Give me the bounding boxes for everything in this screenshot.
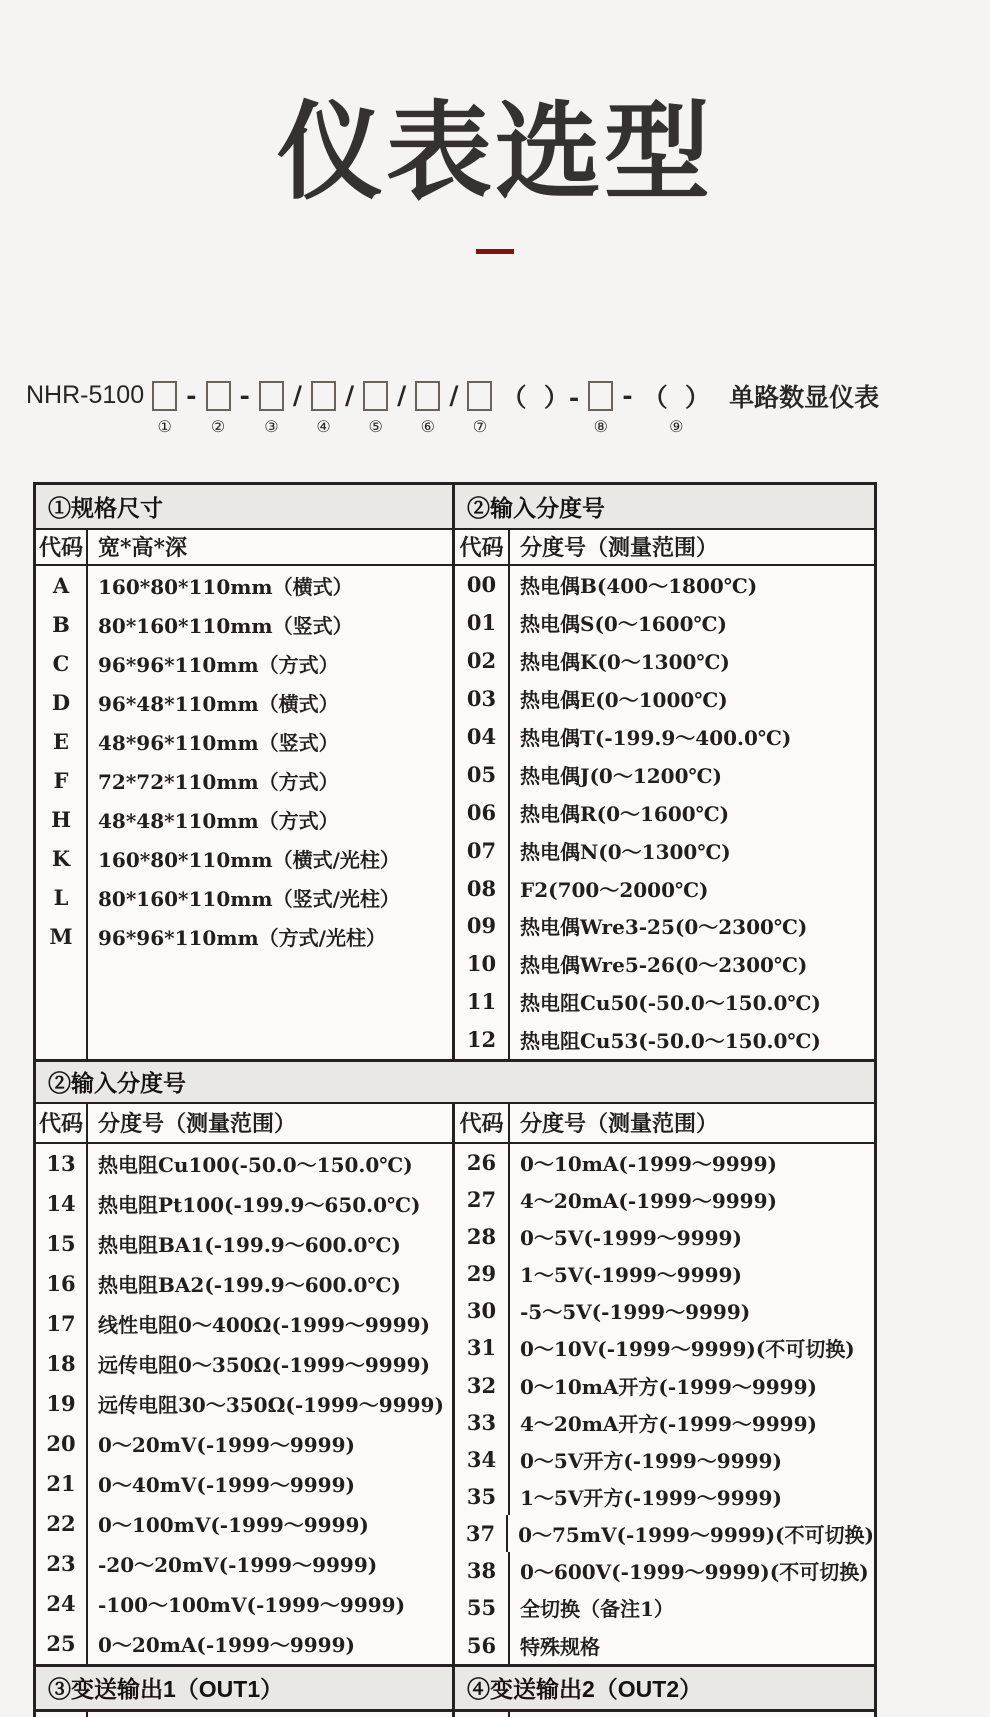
row-code-cell: 07 bbox=[455, 831, 510, 869]
row-code-cell: 17 bbox=[36, 1304, 88, 1344]
row-value-cell: 热电阻Cu100(-50.0～150.0℃) bbox=[98, 1153, 413, 1178]
row-value-cell: 72*72*110mm（方式） bbox=[98, 769, 339, 794]
table-row bbox=[455, 907, 874, 945]
row-code-cell: B bbox=[36, 605, 88, 644]
table-row bbox=[455, 566, 874, 604]
row-code-cell: 01 bbox=[455, 604, 510, 642]
table-row bbox=[36, 1624, 452, 1664]
row-value-cell: 特殊规格 bbox=[520, 1634, 600, 1659]
model-position-number: ① bbox=[157, 418, 172, 436]
row-code-cell: 33 bbox=[455, 1404, 510, 1441]
row-code-cell: F bbox=[36, 761, 88, 800]
table-row bbox=[455, 1144, 874, 1181]
table-row bbox=[36, 1224, 452, 1264]
model-code-segment bbox=[588, 380, 613, 437]
row-code-cell: 31 bbox=[455, 1329, 510, 1366]
row-code-cell: 28 bbox=[455, 1218, 510, 1255]
row-code-cell: 00 bbox=[455, 566, 510, 604]
row-value-cell: 0～5V开方(-1999～9999) bbox=[520, 1448, 782, 1473]
row-value-cell: 4～20mA开方(-1999～9999) bbox=[520, 1411, 817, 1436]
table-row bbox=[455, 793, 874, 831]
model-code-segment bbox=[206, 380, 231, 437]
row-code-cell: 34 bbox=[455, 1441, 510, 1478]
table-row bbox=[36, 761, 452, 800]
row-code-cell: 22 bbox=[36, 1504, 88, 1544]
row-code-cell: 05 bbox=[455, 755, 510, 793]
table-row bbox=[455, 983, 874, 1021]
row-code-cell: 37 bbox=[455, 1515, 508, 1552]
row-value-cell: -5～5V(-1999～9999) bbox=[520, 1300, 751, 1325]
table-row bbox=[455, 945, 874, 983]
table-row bbox=[455, 1367, 874, 1404]
row-value-cell: 48*96*110mm（竖式） bbox=[98, 730, 339, 755]
row-code-cell: 15 bbox=[36, 1224, 88, 1264]
input-upper-column-header bbox=[455, 530, 874, 566]
row-value-cell: 热电偶T(-199.9～400.0℃) bbox=[520, 725, 792, 750]
model-code-box bbox=[206, 381, 231, 411]
row-value-cell: 热电偶N(0～1300℃) bbox=[520, 839, 731, 864]
model-position-number: ③ bbox=[264, 418, 279, 436]
table-row bbox=[36, 1544, 452, 1584]
row-code-cell: 29 bbox=[455, 1255, 510, 1292]
model-code-box bbox=[259, 381, 284, 411]
column-header-value: 分度号（测量范围） bbox=[98, 1111, 297, 1138]
table-row bbox=[455, 642, 874, 680]
table-row bbox=[455, 1589, 874, 1626]
row-code-cell: 14 bbox=[36, 1184, 88, 1224]
input-upper-rows bbox=[455, 566, 874, 1059]
row-code-cell: 03 bbox=[455, 679, 510, 717]
table-row bbox=[455, 1292, 874, 1329]
table-row bbox=[455, 679, 874, 717]
model-separator: / bbox=[397, 381, 407, 411]
section-header-input-lower: ②输入分度号 bbox=[36, 1059, 874, 1104]
row-value-cell: 160*80*110mm（横式） bbox=[98, 574, 353, 599]
table-row bbox=[36, 1144, 452, 1184]
table-row bbox=[36, 1424, 452, 1464]
input-lower-left-table bbox=[36, 1104, 455, 1664]
row-value-cell: 96*96*110mm（方式） bbox=[98, 652, 339, 677]
input-lower-right-table bbox=[455, 1104, 874, 1664]
row-value-cell: F2(700～2000℃) bbox=[520, 877, 709, 902]
row-value-cell: 4～20mA(-1999～9999) bbox=[520, 1188, 777, 1213]
row-value-cell: 线性电阻0～400Ω(-1999～9999) bbox=[98, 1313, 431, 1338]
model-position-number: ⑥ bbox=[420, 418, 435, 436]
table-row bbox=[455, 831, 874, 869]
table-row bbox=[36, 1264, 452, 1304]
row-code-cell: C bbox=[36, 644, 88, 683]
table-row bbox=[455, 755, 874, 793]
row-value-cell: 热电阻Cu50(-50.0～150.0℃) bbox=[520, 991, 821, 1016]
table-row bbox=[36, 1184, 452, 1224]
section-header-out2: ④变送输出2（OUT2） bbox=[455, 1667, 874, 1709]
row-value-cell: 0～10V(-1999～9999)(不可切换) bbox=[520, 1337, 855, 1362]
row-value-cell: 1～5V(-1999～9999) bbox=[520, 1263, 742, 1288]
column-header-code: 代码 bbox=[455, 530, 510, 564]
row-value-cell: 160*80*110mm（横式/光柱） bbox=[98, 847, 400, 872]
model-separator: - bbox=[186, 381, 197, 411]
row-code-cell: 32 bbox=[455, 1367, 510, 1404]
input-lower-left-rows bbox=[36, 1144, 452, 1664]
column-header-code: 代码 bbox=[36, 1104, 88, 1142]
model-code-segment bbox=[642, 380, 711, 437]
row-value-cell: 远传电阻30～350Ω(-1999～9999) bbox=[98, 1393, 444, 1418]
row-code-cell: 08 bbox=[455, 869, 510, 907]
table-row bbox=[455, 1181, 874, 1218]
row-code-cell: 09 bbox=[455, 907, 510, 945]
row-code-cell: L bbox=[36, 878, 88, 917]
row-value-cell: 48*48*110mm（方式） bbox=[98, 808, 339, 833]
model-code-segment bbox=[363, 380, 388, 437]
filler-row bbox=[36, 956, 452, 1059]
model-position-number: ⑤ bbox=[368, 418, 383, 436]
model-separator: - bbox=[239, 381, 250, 411]
row-code-cell: E bbox=[36, 722, 88, 761]
row-code-cell: M bbox=[36, 917, 88, 956]
row-code-cell: 30 bbox=[455, 1292, 510, 1329]
output-section-headers bbox=[36, 1664, 874, 1709]
model-separator: / bbox=[345, 381, 355, 411]
size-table bbox=[36, 485, 455, 1059]
table-row bbox=[36, 1384, 452, 1424]
model-separator: / bbox=[449, 381, 459, 411]
table-row bbox=[455, 1515, 874, 1552]
table-row bbox=[455, 1329, 874, 1366]
table-row bbox=[455, 1255, 874, 1292]
column-header-code: 代码 bbox=[455, 1104, 510, 1142]
row-value-cell: 96*96*110mm（方式/光柱） bbox=[98, 925, 386, 950]
model-position-number: ⑨ bbox=[669, 418, 684, 436]
row-code-cell: 02 bbox=[455, 642, 510, 680]
page-title: 仪表选型 bbox=[277, 94, 713, 212]
row-value-cell: 热电阻Cu53(-50.0～150.0℃) bbox=[520, 1029, 821, 1054]
table-row bbox=[455, 604, 874, 642]
model-separator: - bbox=[622, 381, 633, 411]
row-code-cell: 20 bbox=[36, 1424, 88, 1464]
model-position-number: ⑦ bbox=[472, 418, 488, 436]
row-value-cell: 0～40mV(-1999～9999) bbox=[98, 1473, 355, 1498]
row-code-cell: D bbox=[36, 683, 88, 722]
model-code-segment bbox=[448, 380, 459, 437]
row-value-cell: 热电阻Pt100(-199.9～650.0℃) bbox=[98, 1193, 421, 1218]
selection-table bbox=[33, 482, 877, 1717]
model-separator: / bbox=[292, 381, 303, 411]
model-position-number: ⑧ bbox=[593, 418, 608, 436]
row-code-cell: 13 bbox=[36, 1144, 88, 1184]
row-code-cell: 23 bbox=[36, 1544, 88, 1584]
model-code-segment bbox=[259, 380, 284, 437]
model-code-box bbox=[363, 381, 388, 411]
row-value-cell: 80*160*110mm（竖式） bbox=[98, 613, 353, 638]
input-lower-left-column-header bbox=[36, 1104, 452, 1144]
table-row bbox=[36, 917, 452, 956]
upper-section bbox=[36, 485, 874, 1059]
model-code-line bbox=[26, 380, 990, 437]
table-row bbox=[36, 1304, 452, 1344]
table-row bbox=[36, 722, 452, 761]
column-header-value: 宽*高*深 bbox=[98, 535, 188, 562]
model-separator: （ ）- bbox=[501, 382, 580, 412]
table-row bbox=[455, 1627, 874, 1664]
row-value-cell: 0～600V(-1999～9999)(不可切换) bbox=[520, 1560, 869, 1585]
table-row bbox=[455, 1441, 874, 1478]
table-row bbox=[36, 1584, 452, 1624]
input-upper-table bbox=[455, 485, 874, 1059]
model-code-segment bbox=[26, 380, 144, 437]
model-code-segment bbox=[467, 380, 492, 437]
model-code-segment bbox=[719, 380, 879, 437]
table-row bbox=[36, 1344, 452, 1384]
row-value-cell: 1～5V开方(-1999～9999) bbox=[520, 1486, 782, 1511]
row-code-cell: A bbox=[36, 566, 88, 605]
row-code-cell: 26 bbox=[455, 1144, 510, 1181]
row-value-cell: -20～20mV(-1999～9999) bbox=[98, 1553, 378, 1578]
row-value-cell: 0～20mV(-1999～9999) bbox=[98, 1433, 355, 1458]
row-code-cell: 24 bbox=[36, 1584, 88, 1624]
size-rows bbox=[36, 566, 452, 1059]
row-value-cell: 热电偶E(0～1000℃) bbox=[520, 687, 728, 712]
row-code-cell: H bbox=[36, 800, 88, 839]
row-value-cell: 热电偶Wre3-25(0～2300℃) bbox=[520, 915, 808, 940]
model-position-number: ④ bbox=[316, 418, 331, 436]
row-value-cell: 0～20mA(-1999～9999) bbox=[98, 1633, 355, 1658]
row-value-cell: 热电偶S(0～1600℃) bbox=[520, 612, 727, 637]
row-code-cell: 10 bbox=[455, 945, 510, 983]
model-position-number: ② bbox=[210, 418, 226, 436]
table-row bbox=[36, 644, 452, 683]
model-code-segment bbox=[396, 380, 407, 437]
model-prefix: NHR-5100 bbox=[26, 381, 145, 410]
model-suffix: 单路数显仪表 bbox=[729, 383, 880, 412]
model-code-segment bbox=[500, 380, 580, 437]
row-value-cell: 0～5V(-1999～9999) bbox=[520, 1226, 742, 1251]
row-code-cell: 25 bbox=[36, 1624, 88, 1664]
row-value-cell: 0～100mV(-1999～9999) bbox=[98, 1513, 369, 1538]
table-row bbox=[36, 878, 452, 917]
table-row bbox=[36, 605, 452, 644]
row-value-cell: 0～10mA开方(-1999～9999) bbox=[520, 1374, 817, 1399]
model-separator: （ ） bbox=[642, 382, 711, 412]
lower-section bbox=[36, 1104, 874, 1664]
column-header-value: 分度号（测量范围） bbox=[520, 1111, 719, 1138]
table-row bbox=[455, 1478, 874, 1515]
row-value-cell: 热电偶R(0～1600℃) bbox=[520, 801, 730, 826]
model-code-segment bbox=[415, 380, 440, 437]
input-lower-right-column-header bbox=[455, 1104, 874, 1144]
table-row bbox=[36, 566, 452, 605]
model-code-box bbox=[588, 381, 613, 411]
row-value-cell: 80*160*110mm（竖式/光柱） bbox=[98, 886, 400, 911]
row-code-cell: 06 bbox=[455, 793, 510, 831]
row-value-cell: 96*48*110mm（横式） bbox=[98, 691, 339, 716]
model-code-segment bbox=[311, 380, 336, 437]
column-header-code: 代码 bbox=[36, 530, 88, 564]
row-code-cell: 19 bbox=[36, 1384, 88, 1424]
row-value-cell: -100～100mV(-1999～9999) bbox=[98, 1593, 406, 1618]
row-value-cell: 远传电阻0～350Ω(-1999～9999) bbox=[98, 1353, 431, 1378]
section-header-size: ①规格尺寸 bbox=[36, 485, 452, 530]
section-header-input-upper: ②输入分度号 bbox=[455, 485, 874, 530]
row-code-cell: 16 bbox=[36, 1264, 88, 1304]
table-row bbox=[455, 717, 874, 755]
row-value-cell: 热电偶J(0～1200℃) bbox=[520, 763, 722, 788]
model-code-box bbox=[152, 381, 177, 411]
row-code-cell: 35 bbox=[455, 1478, 510, 1515]
title-divider-rule bbox=[476, 249, 514, 254]
row-value-cell: 全切换（备注1） bbox=[520, 1597, 674, 1622]
model-code-segment bbox=[152, 380, 177, 437]
model-code-segment bbox=[344, 380, 355, 437]
row-code-cell: 56 bbox=[455, 1627, 510, 1664]
row-code-cell: 27 bbox=[455, 1181, 510, 1218]
row-value-cell: 热电偶K(0～1300℃) bbox=[520, 650, 730, 675]
model-code-box bbox=[415, 381, 440, 411]
row-code-cell: 55 bbox=[455, 1589, 510, 1626]
model-code-box bbox=[467, 381, 492, 411]
model-code-segment bbox=[292, 380, 303, 437]
table-row bbox=[36, 839, 452, 878]
table-row bbox=[36, 800, 452, 839]
partial-row bbox=[36, 1709, 874, 1717]
row-code-cell: 21 bbox=[36, 1464, 88, 1504]
row-code-cell: 12 bbox=[455, 1021, 510, 1059]
size-column-header bbox=[36, 530, 452, 566]
row-value-cell: 热电偶B(400～1800℃) bbox=[520, 574, 758, 599]
column-header-value: 分度号（测量范围） bbox=[520, 535, 719, 562]
model-code-segment bbox=[239, 380, 251, 437]
row-value-cell: 热电偶Wre5-26(0～2300℃) bbox=[520, 953, 808, 978]
row-value-cell: 热电阻BA1(-199.9～600.0℃) bbox=[98, 1233, 401, 1258]
table-row bbox=[36, 1504, 452, 1544]
row-code-cell: 11 bbox=[455, 983, 510, 1021]
table-row bbox=[455, 869, 874, 907]
model-code-box bbox=[311, 381, 336, 411]
row-value-cell: 0～10mA(-1999～9999) bbox=[520, 1151, 777, 1176]
model-code-segment bbox=[185, 380, 197, 437]
row-code-cell: 18 bbox=[36, 1344, 88, 1384]
table-row bbox=[455, 1552, 874, 1589]
row-code-cell: 38 bbox=[455, 1552, 510, 1589]
table-row bbox=[36, 1464, 452, 1504]
table-row bbox=[455, 1218, 874, 1255]
section-header-out1: ③变送输出1（OUT1） bbox=[36, 1667, 455, 1709]
table-row bbox=[36, 683, 452, 722]
row-code-cell: 04 bbox=[455, 717, 510, 755]
input-lower-right-rows bbox=[455, 1144, 874, 1664]
table-row bbox=[455, 1404, 874, 1441]
model-code-segment bbox=[621, 380, 633, 437]
row-value-cell: 热电阻BA2(-199.9～600.0℃) bbox=[98, 1273, 401, 1298]
table-row bbox=[455, 1021, 874, 1059]
row-value-cell: 0～75mV(-1999～9999)(不可切换) bbox=[518, 1523, 874, 1548]
row-code-cell: K bbox=[36, 839, 88, 878]
